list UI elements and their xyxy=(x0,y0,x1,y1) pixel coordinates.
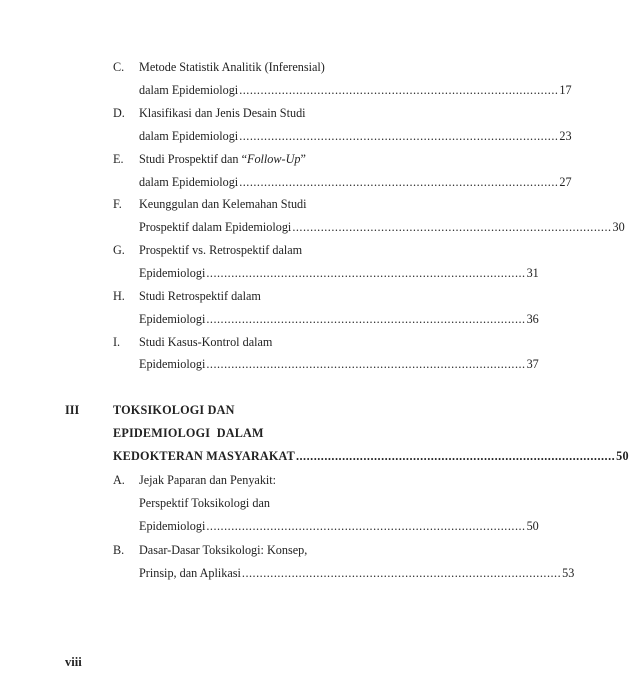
toc-entry-letter: D. xyxy=(113,106,125,120)
toc-entry-title: Prospektif vs. Retrospektif dalam xyxy=(139,243,303,257)
toc-entry-title-cont: dalam Epidemiologi xyxy=(139,129,239,143)
toc-page-number: 31 xyxy=(526,266,539,280)
toc-entry-leader[interactable] xyxy=(139,265,539,281)
toc-entry-letter: F. xyxy=(113,197,122,211)
dot-leader: .......................................................................................... xyxy=(239,175,559,189)
toc-entry-title: Keunggulan dan Kelemahan Studi xyxy=(139,197,307,211)
toc-entry-letter: C. xyxy=(113,60,125,74)
toc-entry-title-cont: Perspektif Toksikologi dan xyxy=(139,496,270,510)
toc-entry-leader[interactable] xyxy=(139,311,539,327)
toc-entry-title-cont: Epidemiologi xyxy=(139,312,206,326)
toc-entry-letter: E. xyxy=(113,152,124,166)
toc-page-number: 37 xyxy=(526,357,539,371)
toc-entry-title-cont: dalam Epidemiologi xyxy=(139,83,239,97)
toc-entry-title-cont: Epidemiologi xyxy=(139,357,206,371)
toc-title-italic: Follow-Up xyxy=(247,152,301,166)
dot-leader: .......................................................................................... xyxy=(206,519,526,533)
chapter-title: TOKSIKOLOGI DAN xyxy=(113,403,235,417)
dot-leader: .......................................................................................... xyxy=(206,266,526,280)
dot-leader: .......................................................................................... xyxy=(206,357,526,371)
toc-entry-title-cont: Prospektif dalam Epidemiologi xyxy=(139,220,292,234)
toc-entry-title-cont: Epidemiologi xyxy=(139,266,206,280)
toc-title-part: Studi Prospektif dan “ xyxy=(139,152,247,166)
toc-page-number: 50 xyxy=(526,519,539,533)
toc-entry-leader[interactable] xyxy=(139,128,572,144)
toc-entry-letter: H. xyxy=(113,289,125,303)
toc-page-number: 23 xyxy=(559,129,572,143)
toc-entry-leader[interactable] xyxy=(139,82,572,98)
toc-entry-letter: B. xyxy=(113,543,125,557)
toc-entry-leader[interactable] xyxy=(139,174,572,190)
toc-entry-title: Klasifikasi dan Jenis Desain Studi xyxy=(139,106,306,120)
toc-entry-letter: G. xyxy=(113,243,125,257)
toc-title-part: ” xyxy=(300,152,306,166)
toc-entry-leader[interactable] xyxy=(139,356,539,372)
toc-page-number: 36 xyxy=(526,312,539,326)
toc-entry-title: Metode Statistik Analitik (Inferensial) xyxy=(139,60,325,74)
toc-entry-title: Dasar-Dasar Toksikologi: Konsep, xyxy=(139,543,308,557)
dot-leader: .......................................................................................... xyxy=(241,566,562,580)
toc-entry-letter: I. xyxy=(113,335,121,349)
chapter-title: KEDOKTERAN MASYARAKAT xyxy=(113,449,295,463)
toc-entry-title-cont: Prinsip, dan Aplikasi xyxy=(139,566,241,580)
toc-page-number: 17 xyxy=(559,83,572,97)
toc-entry-title-cont: dalam Epidemiologi xyxy=(139,175,239,189)
toc-entry-title-cont: Epidemiologi xyxy=(139,519,206,533)
dot-leader: .......................................................................................... xyxy=(206,312,526,326)
toc-page-number: 27 xyxy=(559,175,572,189)
toc-page-number: 30 xyxy=(612,220,625,234)
toc-entry-leader[interactable] xyxy=(139,219,625,235)
chapter-leader[interactable] xyxy=(113,448,629,464)
toc-entry-title: Jejak Paparan dan Penyakit: xyxy=(139,473,277,487)
toc-entry-leader[interactable] xyxy=(139,565,575,581)
chapter-title: EPIDEMIOLOGI DALAM xyxy=(113,426,264,440)
toc-page-number: 53 xyxy=(562,566,575,580)
toc-entry-title: Studi Kasus-Kontrol dalam xyxy=(139,335,273,349)
toc-entry-title xyxy=(139,151,306,167)
toc-page-number: 50 xyxy=(616,449,629,463)
dot-leader: .......................................................................................... xyxy=(295,449,616,463)
toc-entry-leader[interactable] xyxy=(139,518,539,534)
dot-leader: .......................................................................................... xyxy=(292,220,612,234)
toc-entry-letter: A. xyxy=(113,473,125,487)
toc-entry-title: Studi Retrospektif dalam xyxy=(139,289,261,303)
chapter-number: III xyxy=(65,403,80,417)
page-number: viii xyxy=(65,655,82,669)
dot-leader: .......................................................................................... xyxy=(239,129,559,143)
dot-leader: .......................................................................................... xyxy=(239,83,559,97)
